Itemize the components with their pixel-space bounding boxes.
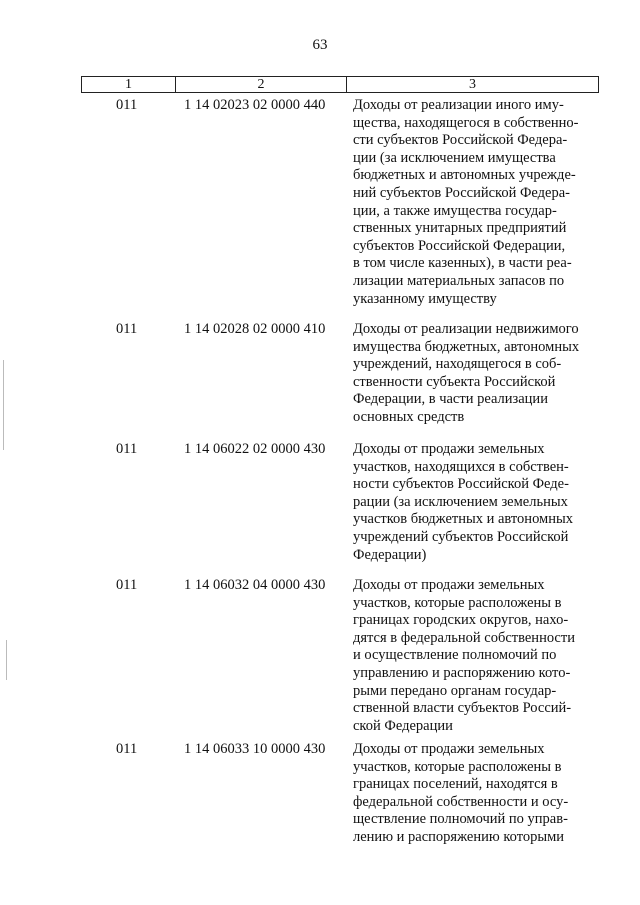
scan-artifact — [3, 360, 4, 450]
admin-code: 011 — [116, 441, 138, 457]
admin-code: 011 — [116, 577, 138, 593]
budget-classification-code: 1 14 02028 02 0000 410 — [184, 321, 326, 337]
budget-classification-code: 1 14 06032 04 0000 430 — [184, 577, 326, 593]
header-col-2: 2 — [176, 77, 347, 92]
scan-artifact — [6, 640, 7, 680]
header-col-1: 1 — [82, 77, 176, 92]
income-description: Доходы от продажи земельных участков, находящихся в собствен- ности субъектов Российской Феде- рации (за исключением земельных участков бюджетных и автономных учреждений субъектов Российской Федерации) — [353, 441, 573, 563]
header-col-3: 3 — [469, 77, 476, 92]
budget-classification-code: 1 14 06033 10 0000 430 — [184, 741, 326, 757]
table-header — [81, 76, 599, 93]
income-description: Доходы от реализации недвижимого имущества бюджетных, автономных учреждений, находящегося в соб- ственности субъекта Российской Федерации, в части реализации основных средств — [353, 321, 580, 425]
page-number: 63 — [312, 37, 328, 53]
income-description: Доходы от реализации иного иму- щества, находящегося в собственно- сти субъектов Российской Федера- ции (за исключением имущества бюджетных и автономных учрежде- ний субъектов Российской Федера- ции, а также имущества государ- ственных унитарных предприятий субъектов Российской Федерации, в том числе казенных), в части реа- лизации материальных запасов по указанному имуществу — [353, 97, 579, 307]
income-description: Доходы от продажи земельных участков, которые расположены в границах городских округов, нахо- дятся в федеральной собственности и осуществление полномочий по управлению и распоряжению кото- рыми передано органам государ- ственной власти субъектов Россий- ской Федерации — [353, 577, 575, 734]
admin-code: 011 — [116, 321, 138, 337]
admin-code: 011 — [116, 741, 138, 757]
admin-code: 011 — [116, 97, 138, 113]
budget-classification-code: 1 14 02023 02 0000 440 — [184, 97, 326, 113]
budget-classification-code: 1 14 06022 02 0000 430 — [184, 441, 326, 457]
income-description: Доходы от продажи земельных участков, которые расположены в границах поселений, находятся в федеральной собственности и осу- ществление полномочий по управ- лению и распоряжению которыми — [353, 741, 569, 845]
